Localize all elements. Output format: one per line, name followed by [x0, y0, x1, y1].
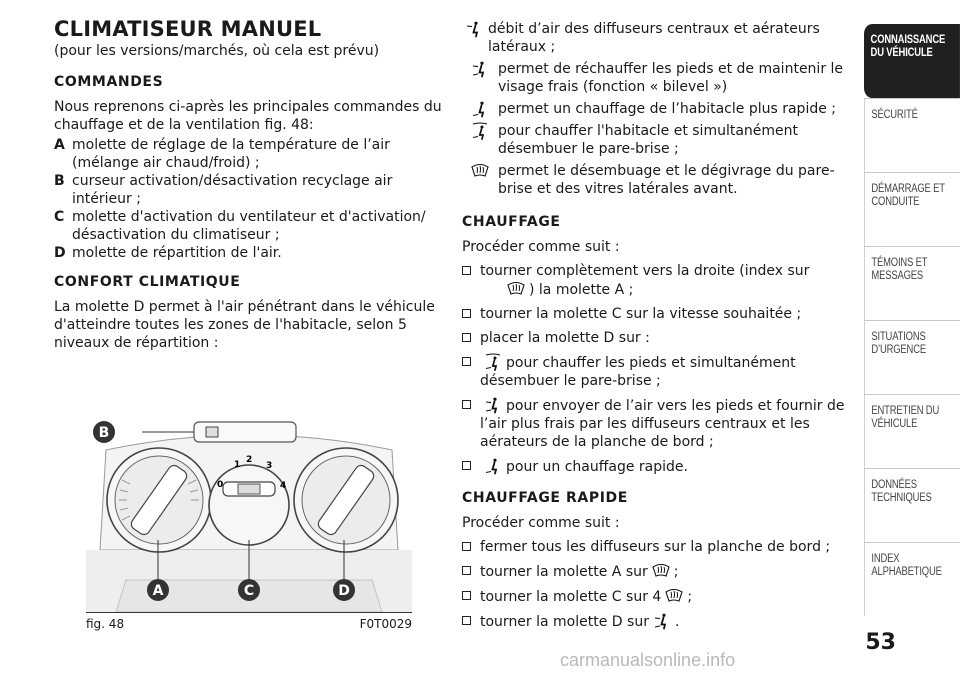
knob-a: [107, 448, 211, 552]
command-item-b: [54, 172, 442, 208]
defrost-icon: [506, 280, 526, 298]
tab-securite[interactable]: SÉCURITÉ: [864, 98, 960, 172]
quick-heating-heading: CHAUFFAGE RAPIDE: [462, 490, 628, 506]
step-text: tourner la molette A sur: [480, 564, 648, 580]
checkbox-bullet: [462, 542, 471, 551]
figure-48: [86, 400, 412, 620]
figure-label-a: A: [152, 583, 164, 599]
feet-windscreen-icon: [462, 122, 498, 140]
comfort-heading: CONFORT CLIMATIQUE: [54, 274, 241, 290]
quick-heating-step-1: [462, 538, 850, 556]
commands-heading: COMMANDES: [54, 74, 164, 90]
figure-divider: [86, 612, 412, 613]
distribution-text: permet un chauffage de l’habitacle plus rapide ;: [498, 101, 837, 117]
checkbox-bullet: [462, 566, 471, 575]
figure-caption: [86, 617, 412, 631]
checkbox-bullet: [462, 357, 471, 366]
tab-connaissance-vehicule[interactable]: CONNAISSANCE DU VÉHICULE: [864, 24, 960, 98]
knob-d: [294, 448, 398, 552]
watermark: carmanualsonline.info: [560, 650, 736, 670]
checkbox-bullet: [462, 461, 471, 470]
distribution-text: permet le désembuage et le dégivrage du pare-brise et des vitres latérales avant.: [498, 163, 835, 197]
command-text: molette d'activation du ventilateur et d'activation/ désactivation du climatiseur ;: [72, 209, 426, 243]
bilevel-icon: [652, 612, 672, 630]
face-vents-icon: [462, 20, 488, 38]
command-letter: D: [54, 245, 66, 261]
step-text: tourner complètement vers la droite (index sur: [480, 263, 810, 279]
step-text: pour envoyer de l’air vers les pieds et fournir de l’air plus frais par les diffuseurs centraux et les aérateurs de la planche de bord ;: [480, 398, 845, 450]
climate-control-illustration: [86, 400, 412, 612]
command-letter: B: [54, 173, 65, 189]
tab-index-alphabetique[interactable]: INDEX ALPHABETIQUE: [864, 542, 960, 616]
command-letter: C: [54, 209, 65, 225]
command-item-c: [54, 208, 442, 244]
right-column: [462, 20, 850, 637]
distribution-item-defrost: [462, 162, 850, 198]
distribution-item-bilevel: [462, 60, 850, 96]
heating-step-3: [462, 329, 850, 347]
command-text: molette de réglage de la température de l’air (mélange air chaud/froid) ;: [72, 137, 390, 171]
feet-icon: [462, 100, 498, 118]
fan-speed-3: 3: [266, 461, 273, 471]
step-text: tourner la molette C sur la vitesse souhaitée ;: [480, 306, 802, 322]
figure-label-d: D: [338, 583, 350, 599]
step-text: tourner la molette C sur 4: [480, 589, 662, 605]
tab-temoins-messages[interactable]: TÉMOINS ET MESSAGES: [864, 246, 960, 320]
distribution-text: pour chauffer l'habitacle et simultanément désembuer le pare-brise ;: [498, 123, 799, 157]
step-text: ;: [673, 564, 679, 580]
defrost-icon: [462, 162, 498, 180]
distribution-item-feet-windscreen: [462, 122, 850, 158]
heating-step-1: [462, 262, 850, 299]
checkbox-bullet: [462, 591, 471, 600]
command-text: molette de répartition de l'air.: [72, 245, 282, 261]
defrost-icon: [664, 587, 684, 605]
feet-icon: [483, 457, 503, 475]
step-text: pour un chauffage rapide.: [506, 459, 688, 475]
quick-heating-step-4: [462, 612, 850, 631]
heating-heading: CHAUFFAGE: [462, 214, 561, 230]
tab-situations-urgence[interactable]: SITUATIONS D’URGENCE: [864, 320, 960, 394]
bilevel-icon: [462, 60, 498, 78]
page-number: 53: [865, 630, 896, 655]
tab-donnees-techniques[interactable]: DONNÉES TECHNIQUES: [864, 468, 960, 542]
feet-windscreen-icon: [483, 353, 503, 371]
chapter-tabs: [864, 24, 960, 616]
checkbox-bullet: [462, 309, 471, 318]
figure-label-b: B: [98, 425, 110, 441]
distribution-text: permet de réchauffer les pieds et de maintenir le visage frais (fonction « bilevel »): [498, 61, 844, 95]
command-item-a: [54, 136, 442, 172]
command-text: curseur activation/désactivation recyclage air intérieur ;: [72, 173, 393, 207]
tab-demarrage-conduite[interactable]: DÉMARRAGE ET CONDUITE: [864, 172, 960, 246]
fan-speed-0: 0: [217, 480, 224, 490]
heating-step-2: [462, 305, 850, 323]
step-text: placer la molette D sur :: [480, 330, 650, 346]
bilevel-icon: [483, 396, 503, 414]
figure-number: fig. 48: [86, 617, 125, 631]
quick-heating-step-2: [462, 562, 850, 581]
heating-step-6: [462, 457, 850, 476]
checkbox-bullet: [462, 333, 471, 342]
checkbox-bullet: [462, 616, 471, 625]
checkbox-bullet: [462, 266, 471, 275]
step-text: fermer tous les diffuseurs sur la planche de bord ;: [480, 539, 831, 555]
quick-heating-intro: Procéder comme suit :: [462, 515, 620, 531]
page-title: CLIMATISEUR MANUEL: [54, 17, 322, 41]
command-letter: A: [54, 137, 65, 153]
fan-speed-1: 1: [234, 460, 241, 470]
heating-step-4: [462, 353, 850, 390]
page-subtitle: (pour les versions/marchés, où cela est prévu): [54, 43, 380, 59]
commands-intro: Nous reprenons ci-après les principales commandes du chauffage et de la ventilation fig. 48:: [54, 99, 442, 133]
distribution-item-feet: [462, 100, 850, 118]
heating-step-5: [462, 396, 850, 451]
comfort-text: La molette D permet à l'air pénétrant dans le véhicule d'atteindre toutes les zones de l'habitacle, selon 5 niveaux de répartition :: [54, 299, 435, 351]
figure-code: F0T0029: [359, 617, 412, 631]
checkbox-bullet: [462, 400, 471, 409]
distribution-item-face: [462, 20, 850, 56]
left-column: [54, 16, 442, 352]
tab-entretien-vehicule[interactable]: ENTRETIEN DU VÉHICULE: [864, 394, 960, 468]
distribution-text: débit d’air des diffuseurs centraux et aérateurs latéraux ;: [488, 21, 820, 55]
step-text: .: [674, 614, 680, 630]
defrost-icon: [651, 562, 671, 580]
quick-heating-step-3: [462, 587, 850, 606]
step-text: tourner la molette D sur: [480, 614, 649, 630]
heating-intro: Procéder comme suit :: [462, 239, 620, 255]
fan-speed-2: 2: [246, 455, 253, 465]
step-text: ) la molette A ;: [529, 282, 634, 298]
command-item-d: [54, 244, 442, 262]
figure-label-c: C: [243, 583, 255, 599]
step-text: ;: [687, 589, 693, 605]
step-text: pour chauffer les pieds et simultanément désembuer le pare-brise ;: [480, 355, 796, 389]
fan-speed-4: 4: [280, 481, 287, 491]
